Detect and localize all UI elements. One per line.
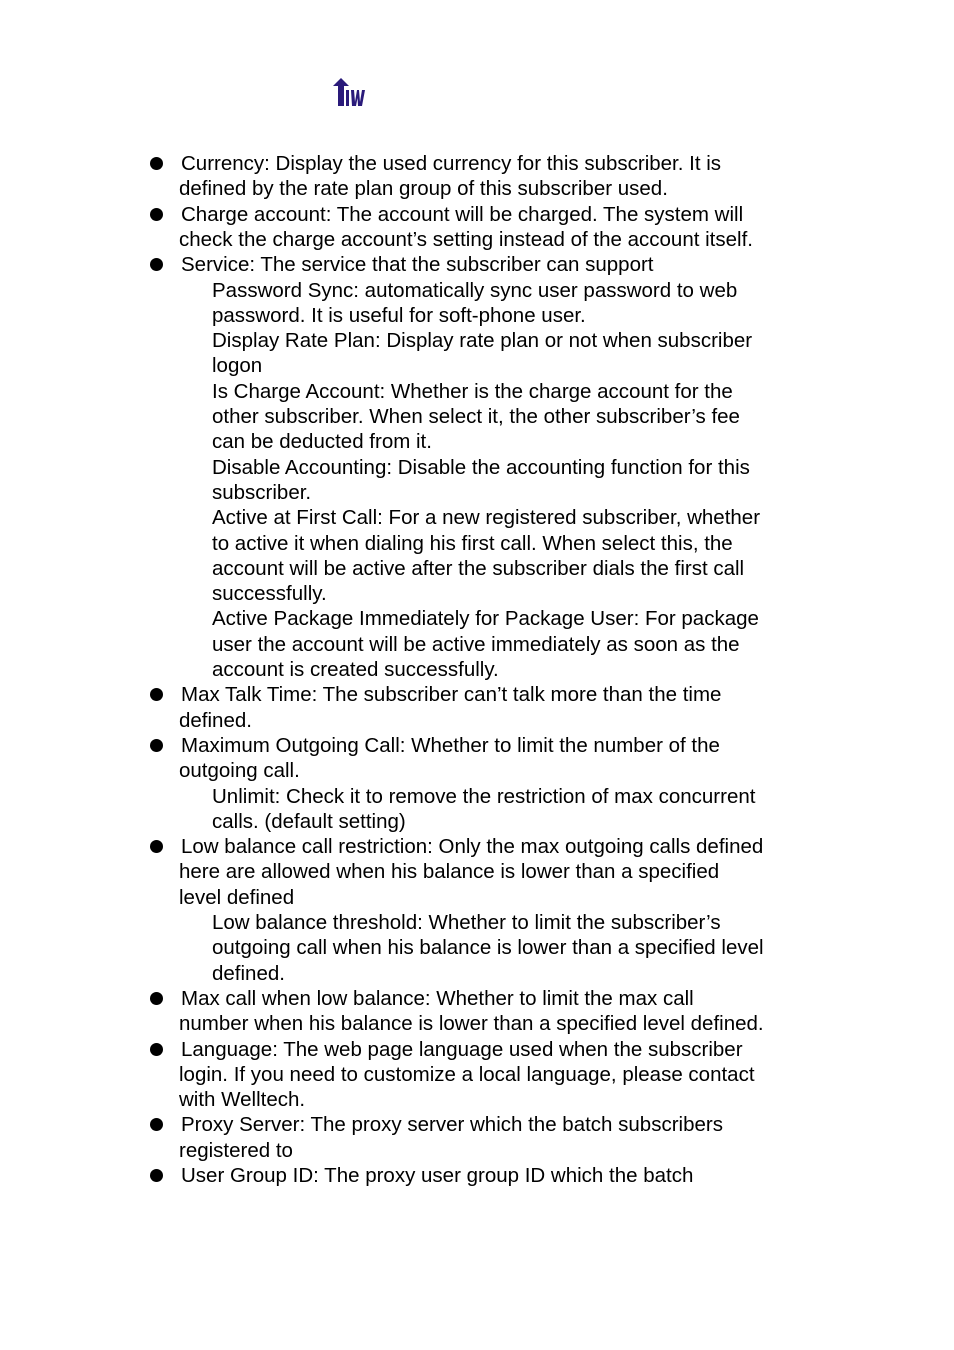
list-item-text: Low balance call restriction: Only the max outgoing calls defined [181, 835, 764, 859]
list-item-text: User Group ID: The proxy user group ID which the batch [181, 1164, 694, 1187]
sub-item-text: Is Charge Account: Whether is the charge account for the [212, 379, 733, 403]
sub-item-text: Active Package Immediately for Package User: For package [212, 607, 759, 631]
list-item-text: Language: The web page language used when the subscriber [181, 1037, 743, 1061]
welltech-logo-icon [331, 78, 367, 108]
sub-item-text: account will be active after the subscriber dials the first call [212, 556, 745, 580]
sub-item-text: Unlimit: Check it to remove the restriction of max concurrent [212, 784, 756, 808]
bullet-icon [150, 208, 163, 221]
list-item-text-continued: level defined [179, 885, 295, 909]
bullet-icon [150, 688, 163, 701]
sub-item-text: Active at First Call: For a new registered subscriber, whether [212, 506, 761, 530]
list-item-text-continued: here are allowed when his balance is lower than a specified [179, 860, 720, 884]
list-item-text: Max call when low balance: Whether to limit the max call [181, 986, 694, 1010]
bullet-icon [150, 1169, 163, 1182]
sub-item-text: calls. (default setting) [212, 809, 406, 833]
list-item-text-continued: number when his balance is lower than a specified level defined. [179, 1012, 764, 1036]
sub-item-text: can be deducted from it. [212, 430, 432, 454]
sub-item-text: outgoing call when his balance is lower than a specified level [212, 936, 764, 960]
list-item-text: Maximum Outgoing Call: Whether to limit the number of the [181, 733, 720, 757]
list-item-text: Service: The service that the subscriber can support [181, 253, 654, 277]
sub-item-text: subscriber. [212, 480, 312, 504]
bullet-icon [150, 1043, 163, 1056]
bullet-icon [150, 840, 163, 853]
sub-item-text: Disable Accounting: Disable the accounting function for this [212, 455, 750, 479]
sub-item-text: other subscriber. When select it, the other subscriber’s fee [212, 405, 740, 428]
sub-item-text: to active it when dialing his first call. When select this, the [212, 531, 733, 555]
list-item-text: Charge account: The account will be charged. The system will [181, 202, 744, 226]
list-item-text: Max Talk Time: The subscriber can’t talk more than the time [181, 683, 722, 707]
list-item-text-continued: check the charge account’s setting instead of the account itself. [179, 227, 753, 251]
sub-item-text: Display Rate Plan: Display rate plan or not when subscriber [212, 329, 753, 353]
sub-item-text: defined. [212, 961, 285, 985]
list-item-text-continued: defined by the rate plan group of this subscriber used. [179, 177, 668, 201]
bullet-icon [150, 258, 163, 271]
list-item-text-continued: with Welltech. [179, 1088, 306, 1112]
sub-item-text: user the account will be active immediately as soon as the [212, 632, 740, 656]
sub-item-text: account is created successfully. [212, 658, 499, 681]
bullet-icon [150, 1118, 163, 1131]
welltech-logo [331, 78, 367, 108]
list-item-text: Currency: Display the used currency for this subscriber. It is [181, 152, 722, 175]
sub-item-text: Low balance threshold: Whether to limit the subscriber’s [212, 911, 721, 934]
list-item-text-continued: outgoing call. [179, 759, 300, 783]
list-item-text-continued: registered to [179, 1138, 293, 1162]
sub-item-text: successfully. [212, 582, 327, 606]
sub-item-text: Password Sync: automatically sync user password to web [212, 278, 738, 302]
bullet-icon [150, 157, 163, 170]
list-item-text: Proxy Server: The proxy server which the batch subscribers [181, 1113, 723, 1137]
sub-item-text: logon [212, 354, 263, 378]
list-item-text-continued: defined. [179, 708, 252, 732]
sub-item-text: password. It is useful for soft-phone user. [212, 303, 586, 327]
bullet-icon [150, 739, 163, 752]
list-item-text-continued: login. If you need to customize a local language, please contact [179, 1062, 755, 1086]
bullet-icon [150, 992, 163, 1005]
